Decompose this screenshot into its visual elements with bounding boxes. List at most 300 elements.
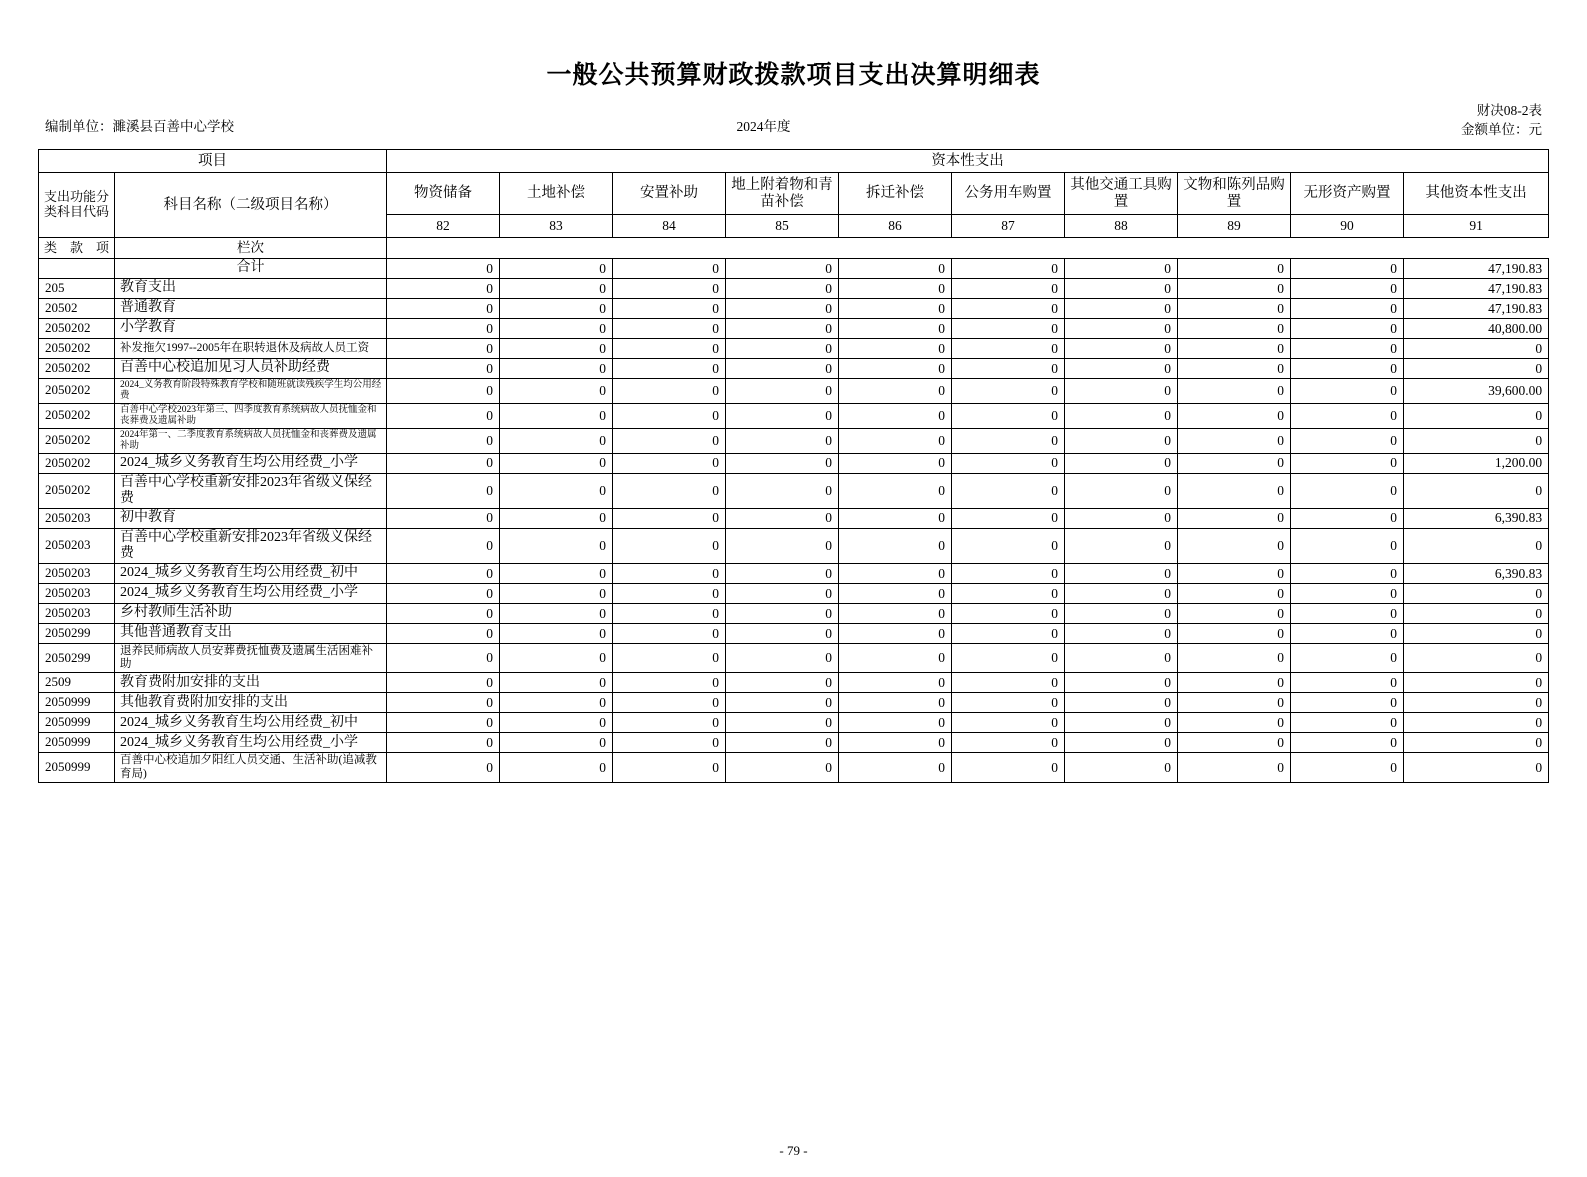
row-value-5: 0 — [952, 643, 1065, 672]
row-subject-name: 其他教育费附加安排的支出 — [115, 693, 387, 713]
table-row — [39, 603, 1549, 623]
row-value-0: 0 — [387, 583, 500, 603]
row-value-8: 0 — [1291, 643, 1404, 672]
row-value-1: 0 — [500, 473, 613, 508]
row-value-5: 0 — [952, 473, 1065, 508]
row-value-9: 0 — [1404, 339, 1549, 359]
row-value-9: 0 — [1404, 643, 1549, 672]
row-value-7: 0 — [1178, 733, 1291, 753]
row-value-6: 0 — [1065, 279, 1178, 299]
lanci-6: 88 — [1065, 215, 1178, 238]
table-row — [39, 753, 1549, 782]
row-value-2: 0 — [613, 753, 726, 782]
row-value-2: 0 — [613, 259, 726, 279]
row-value-7: 0 — [1178, 319, 1291, 339]
row-value-7: 0 — [1178, 583, 1291, 603]
row-value-2: 0 — [613, 623, 726, 643]
row-value-8: 0 — [1291, 673, 1404, 693]
row-code: 2050299 — [39, 643, 115, 672]
row-value-2: 0 — [613, 643, 726, 672]
row-value-1: 0 — [500, 623, 613, 643]
row-value-3: 0 — [726, 299, 839, 319]
row-value-3: 0 — [726, 279, 839, 299]
row-subject-name: 小学教育 — [115, 319, 387, 339]
row-value-1: 0 — [500, 379, 613, 404]
row-value-6: 0 — [1065, 713, 1178, 733]
form-meta — [1461, 101, 1542, 139]
row-subject-name: 百善中心学校重新安排2023年省级义保经费 — [115, 473, 387, 508]
table-body — [39, 259, 1549, 783]
row-value-3: 0 — [726, 753, 839, 782]
row-code: 2050203 — [39, 528, 115, 563]
row-value-3: 0 — [726, 319, 839, 339]
row-value-7: 0 — [1178, 299, 1291, 319]
row-code: 2050202 — [39, 379, 115, 404]
row-value-5: 0 — [952, 733, 1065, 753]
row-value-8: 0 — [1291, 563, 1404, 583]
row-value-6: 0 — [1065, 733, 1178, 753]
row-value-6: 0 — [1065, 563, 1178, 583]
row-value-8: 0 — [1291, 299, 1404, 319]
row-value-4: 0 — [839, 379, 952, 404]
row-subject-name: 合计 — [115, 259, 387, 279]
fiscal-year: 2024年度 — [736, 119, 791, 134]
lanci-9: 91 — [1404, 215, 1549, 238]
row-value-3: 0 — [726, 643, 839, 672]
row-value-7: 0 — [1178, 453, 1291, 473]
row-value-6: 0 — [1065, 673, 1178, 693]
row-code: 20502 — [39, 299, 115, 319]
row-value-8: 0 — [1291, 508, 1404, 528]
row-code: 2050999 — [39, 693, 115, 713]
row-code: 2050202 — [39, 359, 115, 379]
row-value-5: 0 — [952, 339, 1065, 359]
table-row — [39, 713, 1549, 733]
row-value-3: 0 — [726, 428, 839, 453]
column-header-3: 地上附着物和青苗补偿 — [726, 173, 839, 215]
row-value-3: 0 — [726, 563, 839, 583]
row-code: 2050203 — [39, 583, 115, 603]
row-value-1: 0 — [500, 428, 613, 453]
row-value-7: 0 — [1178, 528, 1291, 563]
row-code: 2050999 — [39, 713, 115, 733]
page-title: 一般公共预算财政拨款项目支出决算明细表 — [546, 61, 1041, 89]
lanci-3: 85 — [726, 215, 839, 238]
table-row — [39, 508, 1549, 528]
row-value-5: 0 — [952, 583, 1065, 603]
capital-group-header: 资本性支出 — [387, 150, 1549, 173]
row-code: 2050299 — [39, 623, 115, 643]
row-subject-name: 补发拖欠1997--2005年在职转退休及病故人员工资 — [115, 339, 387, 359]
row-value-4: 0 — [839, 339, 952, 359]
table-row — [39, 299, 1549, 319]
row-value-5: 0 — [952, 673, 1065, 693]
row-value-0: 0 — [387, 528, 500, 563]
row-value-4: 0 — [839, 359, 952, 379]
row-value-1: 0 — [500, 563, 613, 583]
subcode-lei: 类 — [43, 239, 57, 255]
lanci-0: 82 — [387, 215, 500, 238]
row-code: 2050202 — [39, 403, 115, 428]
row-value-8: 0 — [1291, 379, 1404, 404]
row-value-4: 0 — [839, 428, 952, 453]
row-value-6: 0 — [1065, 453, 1178, 473]
row-value-3: 0 — [726, 403, 839, 428]
row-code — [39, 259, 115, 279]
table-row — [39, 623, 1549, 643]
row-value-2: 0 — [613, 319, 726, 339]
column-header-2: 安置补助 — [613, 173, 726, 215]
row-value-1: 0 — [500, 259, 613, 279]
table-row — [39, 563, 1549, 583]
row-value-3: 0 — [726, 508, 839, 528]
row-value-2: 0 — [613, 693, 726, 713]
row-value-2: 0 — [613, 473, 726, 508]
row-value-2: 0 — [613, 428, 726, 453]
row-value-9: 47,190.83 — [1404, 279, 1549, 299]
row-value-1: 0 — [500, 733, 613, 753]
table-row — [39, 259, 1549, 279]
row-value-8: 0 — [1291, 428, 1404, 453]
budget-detail-table — [38, 149, 1549, 783]
row-value-5: 0 — [952, 319, 1065, 339]
table-row — [39, 528, 1549, 563]
row-value-2: 0 — [613, 379, 726, 404]
row-value-2: 0 — [613, 453, 726, 473]
row-value-9: 0 — [1404, 623, 1549, 643]
row-value-6: 0 — [1065, 693, 1178, 713]
row-value-5: 0 — [952, 603, 1065, 623]
amount-unit: 金额单位：元 — [1461, 122, 1542, 137]
row-subject-name: 初中教育 — [115, 508, 387, 528]
row-value-6: 0 — [1065, 583, 1178, 603]
row-value-5: 0 — [952, 379, 1065, 404]
table-row — [39, 428, 1549, 453]
row-value-9: 0 — [1404, 403, 1549, 428]
row-subject-name: 教育支出 — [115, 279, 387, 299]
row-value-4: 0 — [839, 403, 952, 428]
row-value-0: 0 — [387, 508, 500, 528]
row-subject-name: 其他普通教育支出 — [115, 623, 387, 643]
row-value-2: 0 — [613, 359, 726, 379]
row-value-8: 0 — [1291, 339, 1404, 359]
row-value-2: 0 — [613, 563, 726, 583]
row-value-6: 0 — [1065, 299, 1178, 319]
row-value-5: 0 — [952, 508, 1065, 528]
row-value-0: 0 — [387, 359, 500, 379]
row-value-8: 0 — [1291, 753, 1404, 782]
table-row — [39, 403, 1549, 428]
row-value-6: 0 — [1065, 359, 1178, 379]
row-code: 205 — [39, 279, 115, 299]
row-value-2: 0 — [613, 733, 726, 753]
row-value-0: 0 — [387, 623, 500, 643]
row-value-5: 0 — [952, 528, 1065, 563]
row-value-3: 0 — [726, 473, 839, 508]
subcode-kuan: 款 — [69, 239, 83, 255]
row-value-7: 0 — [1178, 603, 1291, 623]
header-group-row — [39, 150, 1549, 173]
row-value-9: 6,390.83 — [1404, 508, 1549, 528]
row-value-5: 0 — [952, 713, 1065, 733]
row-code: 2509 — [39, 673, 115, 693]
row-value-7: 0 — [1178, 473, 1291, 508]
row-value-9: 39,600.00 — [1404, 379, 1549, 404]
row-value-7: 0 — [1178, 693, 1291, 713]
row-value-7: 0 — [1178, 713, 1291, 733]
row-value-6: 0 — [1065, 603, 1178, 623]
row-value-7: 0 — [1178, 673, 1291, 693]
row-value-1: 0 — [500, 673, 613, 693]
row-subject-name: 百善中心学校重新安排2023年省级义保经费 — [115, 528, 387, 563]
row-value-3: 0 — [726, 359, 839, 379]
row-value-9: 0 — [1404, 693, 1549, 713]
row-value-6: 0 — [1065, 428, 1178, 453]
row-value-9: 0 — [1404, 753, 1549, 782]
row-value-7: 0 — [1178, 379, 1291, 404]
row-value-3: 0 — [726, 528, 839, 563]
column-header-9: 其他资本性支出 — [1404, 173, 1549, 215]
row-subject-name: 2024年第一、二季度教育系统病故人员抚恤金和丧葬费及遗属补助 — [115, 428, 387, 453]
lanci-7: 89 — [1178, 215, 1291, 238]
row-subject-name: 乡村教师生活补助 — [115, 603, 387, 623]
row-code: 2050203 — [39, 603, 115, 623]
lanci-4: 86 — [839, 215, 952, 238]
row-value-5: 0 — [952, 279, 1065, 299]
row-subject-name: 百善中心学校2023年第三、四季度教育系统病故人员抚恤金和丧葬费及遗属补助 — [115, 403, 387, 428]
row-value-3: 0 — [726, 713, 839, 733]
row-value-8: 0 — [1291, 603, 1404, 623]
row-value-7: 0 — [1178, 339, 1291, 359]
row-value-3: 0 — [726, 673, 839, 693]
row-value-8: 0 — [1291, 259, 1404, 279]
row-value-0: 0 — [387, 379, 500, 404]
compiler-unit: 编制单位：濉溪县百善中心学校 — [45, 119, 234, 134]
header-subcode-row — [39, 238, 1549, 259]
row-value-1: 0 — [500, 693, 613, 713]
row-value-4: 0 — [839, 563, 952, 583]
row-value-5: 0 — [952, 693, 1065, 713]
row-value-8: 0 — [1291, 733, 1404, 753]
row-value-4: 0 — [839, 733, 952, 753]
row-value-1: 0 — [500, 643, 613, 672]
table-row — [39, 733, 1549, 753]
row-value-6: 0 — [1065, 403, 1178, 428]
row-value-1: 0 — [500, 508, 613, 528]
row-value-2: 0 — [613, 508, 726, 528]
table-row — [39, 473, 1549, 508]
row-value-9: 40,800.00 — [1404, 319, 1549, 339]
row-value-5: 0 — [952, 753, 1065, 782]
row-value-1: 0 — [500, 453, 613, 473]
row-value-4: 0 — [839, 453, 952, 473]
row-value-1: 0 — [500, 279, 613, 299]
row-value-6: 0 — [1065, 623, 1178, 643]
row-value-9: 0 — [1404, 733, 1549, 753]
row-value-2: 0 — [613, 528, 726, 563]
row-value-1: 0 — [500, 359, 613, 379]
row-value-9: 0 — [1404, 673, 1549, 693]
row-value-6: 0 — [1065, 339, 1178, 359]
row-subject-name: 2024_城乡义务教育生均公用经费_小学 — [115, 733, 387, 753]
row-code: 2050202 — [39, 453, 115, 473]
lanci-1: 83 — [500, 215, 613, 238]
row-value-8: 0 — [1291, 473, 1404, 508]
row-value-8: 0 — [1291, 403, 1404, 428]
column-header-1: 土地补偿 — [500, 173, 613, 215]
row-value-6: 0 — [1065, 379, 1178, 404]
table-row — [39, 339, 1549, 359]
table-row — [39, 359, 1549, 379]
subject-name-header: 科目名称（二级项目名称） — [115, 173, 387, 238]
row-value-6: 0 — [1065, 508, 1178, 528]
row-value-4: 0 — [839, 643, 952, 672]
row-value-5: 0 — [952, 359, 1065, 379]
row-code: 2050203 — [39, 508, 115, 528]
row-code: 2050203 — [39, 563, 115, 583]
row-value-0: 0 — [387, 753, 500, 782]
row-value-0: 0 — [387, 259, 500, 279]
row-value-4: 0 — [839, 259, 952, 279]
row-code: 2050202 — [39, 319, 115, 339]
row-value-1: 0 — [500, 299, 613, 319]
row-value-9: 0 — [1404, 428, 1549, 453]
row-value-2: 0 — [613, 279, 726, 299]
row-value-8: 0 — [1291, 713, 1404, 733]
row-value-0: 0 — [387, 713, 500, 733]
row-value-3: 0 — [726, 583, 839, 603]
row-value-8: 0 — [1291, 583, 1404, 603]
table-row — [39, 379, 1549, 404]
meta-row — [0, 103, 1587, 149]
row-value-1: 0 — [500, 753, 613, 782]
row-value-1: 0 — [500, 713, 613, 733]
row-value-6: 0 — [1065, 319, 1178, 339]
row-value-5: 0 — [952, 563, 1065, 583]
row-value-2: 0 — [613, 583, 726, 603]
row-value-9: 0 — [1404, 473, 1549, 508]
row-value-2: 0 — [613, 673, 726, 693]
row-value-4: 0 — [839, 319, 952, 339]
row-value-9: 0 — [1404, 583, 1549, 603]
row-value-4: 0 — [839, 693, 952, 713]
row-value-3: 0 — [726, 379, 839, 404]
row-subject-name: 2024_城乡义务教育生均公用经费_初中 — [115, 563, 387, 583]
row-value-5: 0 — [952, 299, 1065, 319]
row-value-7: 0 — [1178, 279, 1291, 299]
row-value-3: 0 — [726, 453, 839, 473]
header-column-row — [39, 173, 1549, 215]
row-value-3: 0 — [726, 339, 839, 359]
row-subject-name: 教育费附加安排的支出 — [115, 673, 387, 693]
row-value-7: 0 — [1178, 428, 1291, 453]
row-subject-name: 百善中心校追加夕阳红人员交通、生活补助(追减教育局) — [115, 753, 387, 782]
row-subject-name: 百善中心校追加见习人员补助经费 — [115, 359, 387, 379]
lanci-8: 90 — [1291, 215, 1404, 238]
row-value-9: 1,200.00 — [1404, 453, 1549, 473]
row-value-8: 0 — [1291, 528, 1404, 563]
row-code: 2050202 — [39, 428, 115, 453]
row-value-0: 0 — [387, 643, 500, 672]
row-value-8: 0 — [1291, 359, 1404, 379]
lanci-label: 栏次 — [115, 238, 387, 259]
row-value-4: 0 — [839, 603, 952, 623]
row-value-6: 0 — [1065, 753, 1178, 782]
row-subject-name: 退养民师病故人员安葬费抚恤费及遗属生活困难补助 — [115, 643, 387, 672]
row-value-0: 0 — [387, 603, 500, 623]
row-value-4: 0 — [839, 583, 952, 603]
row-value-6: 0 — [1065, 528, 1178, 563]
row-value-0: 0 — [387, 733, 500, 753]
column-header-8: 无形资产购置 — [1291, 173, 1404, 215]
row-subject-name: 普通教育 — [115, 299, 387, 319]
row-value-7: 0 — [1178, 359, 1291, 379]
row-value-0: 0 — [387, 319, 500, 339]
row-subject-name: 2024_城乡义务教育生均公用经费_小学 — [115, 583, 387, 603]
row-value-1: 0 — [500, 603, 613, 623]
column-header-6: 其他交通工具购置 — [1065, 173, 1178, 215]
row-value-9: 0 — [1404, 528, 1549, 563]
table-row — [39, 673, 1549, 693]
row-code: 2050202 — [39, 339, 115, 359]
row-value-5: 0 — [952, 259, 1065, 279]
row-value-4: 0 — [839, 713, 952, 733]
column-header-7: 文物和陈列品购置 — [1178, 173, 1291, 215]
row-value-4: 0 — [839, 673, 952, 693]
document-page — [0, 55, 1587, 1177]
form-code: 财决08-2表 — [1476, 103, 1542, 118]
row-value-4: 0 — [839, 753, 952, 782]
table-row — [39, 693, 1549, 713]
row-value-2: 0 — [613, 603, 726, 623]
row-value-7: 0 — [1178, 403, 1291, 428]
row-value-1: 0 — [500, 319, 613, 339]
project-group-header: 项目 — [39, 150, 387, 173]
row-value-9: 6,390.83 — [1404, 563, 1549, 583]
row-value-5: 0 — [952, 403, 1065, 428]
subcode-cells — [39, 238, 115, 259]
row-value-3: 0 — [726, 733, 839, 753]
row-code: 2050202 — [39, 473, 115, 508]
table-row — [39, 643, 1549, 672]
row-value-6: 0 — [1065, 259, 1178, 279]
row-value-2: 0 — [613, 299, 726, 319]
row-value-4: 0 — [839, 473, 952, 508]
row-value-3: 0 — [726, 693, 839, 713]
row-value-9: 47,190.83 — [1404, 259, 1549, 279]
row-value-2: 0 — [613, 403, 726, 428]
row-subject-name: 2024_城乡义务教育生均公用经费_小学 — [115, 453, 387, 473]
row-value-0: 0 — [387, 339, 500, 359]
expenditure-code-header: 支出功能分类科目代码 — [39, 173, 115, 238]
row-value-0: 0 — [387, 299, 500, 319]
row-value-4: 0 — [839, 508, 952, 528]
row-value-3: 0 — [726, 603, 839, 623]
row-value-9: 47,190.83 — [1404, 299, 1549, 319]
row-value-4: 0 — [839, 623, 952, 643]
row-value-0: 0 — [387, 403, 500, 428]
row-value-7: 0 — [1178, 563, 1291, 583]
row-value-8: 0 — [1291, 319, 1404, 339]
row-subject-name: 2024_义务教育阶段特殊教育学校和随班就读残疾学生均公用经费 — [115, 379, 387, 404]
row-code: 2050999 — [39, 733, 115, 753]
row-value-4: 0 — [839, 528, 952, 563]
row-value-0: 0 — [387, 279, 500, 299]
table-row — [39, 279, 1549, 299]
row-value-9: 0 — [1404, 359, 1549, 379]
row-value-2: 0 — [613, 339, 726, 359]
row-value-1: 0 — [500, 403, 613, 428]
